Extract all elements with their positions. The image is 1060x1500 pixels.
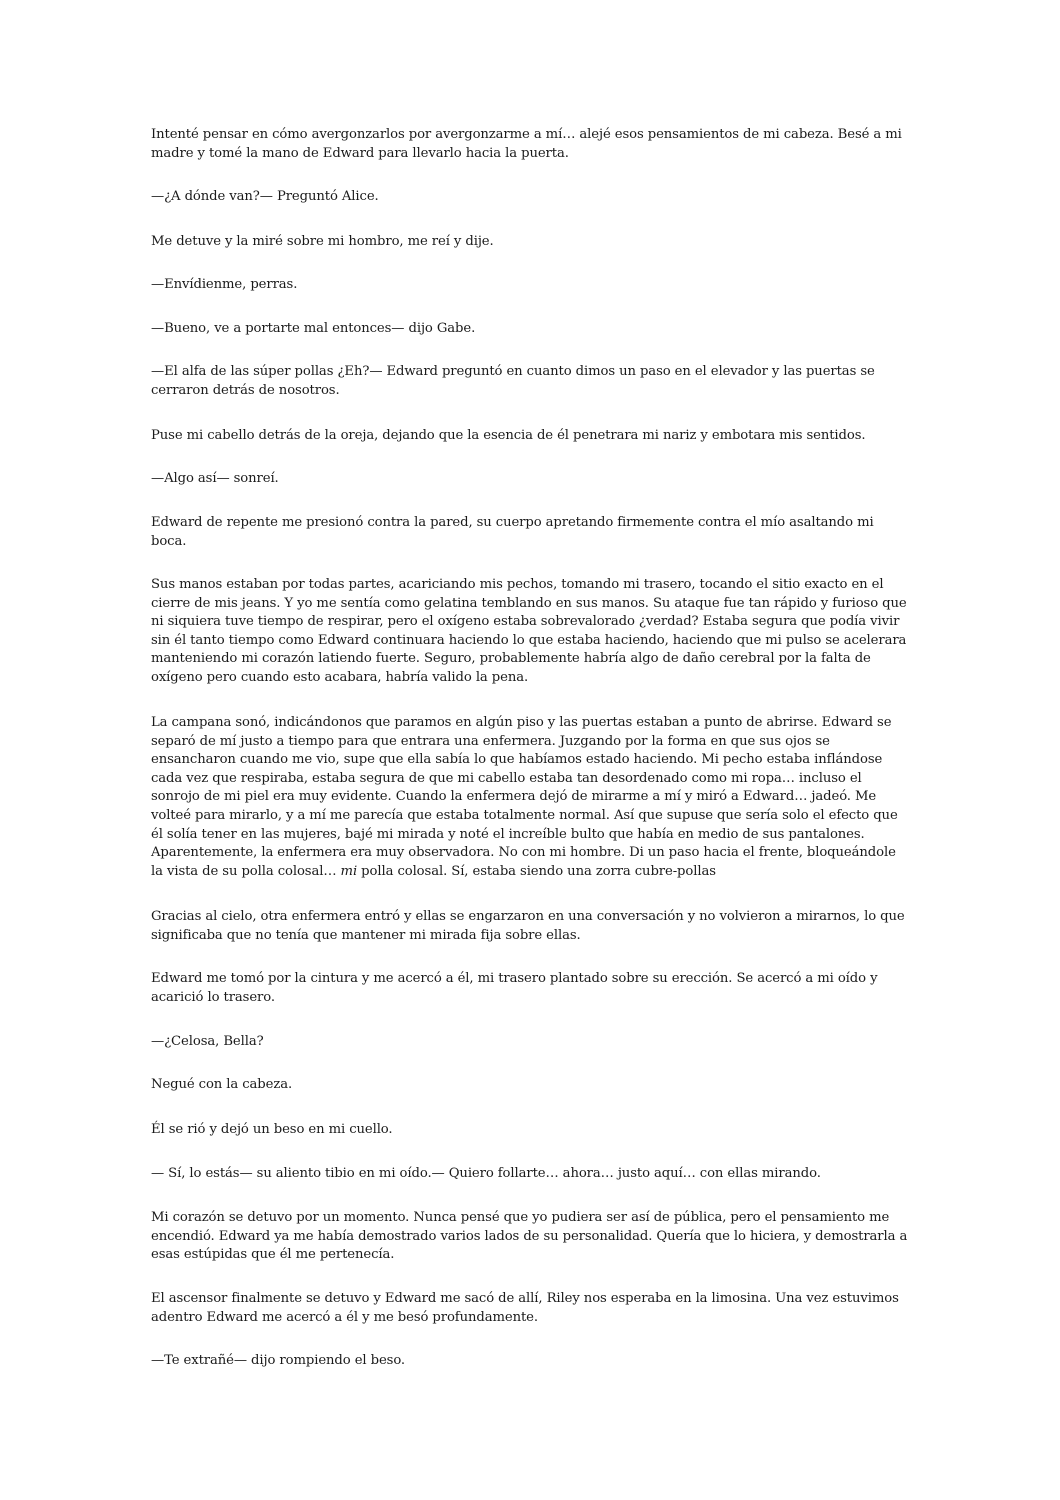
- paragraph: [151, 576, 911, 688]
- paragraph-text: Me detuve y la miré sobre mi hombro, me reí y dije.: [151, 234, 494, 249]
- paragraph-text: Sus manos estaban por todas partes, acariciando mis pechos, tomando mi trasero, tocando el sitio exacto en el cierre de mis jeans. Y yo me sentía como gelatina temblando en sus manos. Su ataque fue tan rápido y furioso que ni siquiera tuve tiempo de respirar, pero el oxígeno estaba sobrevalorado ¿verdad? Estaba segura que podía vivir sin él tanto tiempo como Edward continuara haciendo lo que estaba haciendo, haciendo que mi pulso se acelerara manteniendo mi corazón latiendo fuerte. Seguro, probablemente habría algo de daño cerebral por la falta de oxígeno pero cuando esto acabara, habría valido la pena.: [151, 577, 907, 685]
- paragraph-text: El ascensor finalmente se detuvo y Edward me sacó de allí, Riley nos esperaba en la limosina. Una vez estuvimos adentro Edward me acercó a él y me besó profundamente.: [151, 1291, 899, 1325]
- paragraph-text: — Sí, lo estás— su aliento tibio en mi oído.— Quiero follarte… ahora… justo aquí… con ellas mirando.: [151, 1166, 821, 1181]
- paragraph: [151, 427, 911, 446]
- dialogue-line: [151, 470, 911, 489]
- dialogue-line: [151, 276, 911, 295]
- paragraph-text: Negué con la cabeza.: [151, 1077, 293, 1092]
- paragraph-text: Edward de repente me presionó contra la pared, su cuerpo apretando firmemente contra el mío asaltando mi boca.: [151, 515, 874, 549]
- paragraph-text: Intenté pensar en cómo avergonzarlos por avergonzarme a mí… alejé esos pensamientos de mi cabeza. Besé a mi madre y tomé la mano de Edward para llevarlo hacia la puerta.: [151, 127, 902, 161]
- paragraph-text: —El alfa de las súper pollas ¿Eh?— Edward preguntó en cuanto dimos un paso en el elevador y las puertas se cerraron detrás de nosotros.: [151, 364, 875, 398]
- dialogue-line: [151, 188, 911, 207]
- paragraph-text: Él se rió y dejó un beso en mi cuello.: [151, 1122, 393, 1137]
- dialogue-line: [151, 363, 911, 400]
- paragraph: [151, 1121, 911, 1140]
- paragraph-text: —Te extrañé— dijo rompiendo el beso.: [151, 1353, 406, 1368]
- paragraph-text: —Envídienme, perras.: [151, 277, 298, 292]
- paragraph-text: —¿A dónde van?— Preguntó Alice.: [151, 189, 379, 204]
- paragraph: [151, 970, 911, 1007]
- paragraph-text: —Bueno, ve a portarte mal entonces— dijo Gabe.: [151, 321, 476, 336]
- paragraph: [151, 233, 911, 252]
- emphasis-text: mi: [340, 863, 358, 879]
- dialogue-line: [151, 1352, 911, 1371]
- paragraph-text: Edward me tomó por la cintura y me acercó a él, mi trasero plantado sobre su erección. Se acercó a mi oído y acarició lo trasero.: [151, 971, 878, 1005]
- paragraph: [151, 514, 911, 551]
- paragraph-text: Puse mi cabello detrás de la oreja, dejando que la esencia de él penetrara mi nariz y embotara mis sentidos.: [151, 428, 866, 443]
- dialogue-line: [151, 1165, 911, 1184]
- paragraph-text: —Algo así— sonreí.: [151, 471, 279, 486]
- paragraph-text: —¿Celosa, Bella?: [151, 1034, 264, 1049]
- paragraph-text: La campana sonó, indicándonos que paramos en algún piso y las puertas estaban a punto de abrirse. Edward se separó de mí justo a tiempo para que entrara una enfermera. Juzgando por la forma en que sus ojos se ensancharon cuando me vio, supe que ella sabía lo que habíamos estado haciendo. Mi pecho estaba inflándose cada vez que respiraba, estaba segura de que mi cabello estaba tan desordenado como mi ropa… incluso el sonrojo de mi piel era muy evidente. Cuando la enfermera dejó de mirarme a mí y miró a Edward… jadeó. Me volteé para mirarlo, y a mí me parecía que estaba totalmente normal. Así que supuse que sería solo el efecto que él solía tener en las mujeres, bajé mi mirada y noté el increíble bulto que había en medio de sus pantalones. Aparentemente, la enfermera era muy observadora. No con mi hombre. Di un paso hacia el frente, bloqueándole la vista de su polla colosal…: [151, 715, 898, 879]
- paragraph: [151, 908, 911, 945]
- paragraph: [151, 714, 911, 881]
- paragraph-text: Gracias al cielo, otra enfermera entró y ellas se engarzaron en una conversación y no volvieron a mirarnos, lo que significaba que no tenía que mantener mi mirada fija sobre ellas.: [151, 909, 905, 943]
- paragraph: [151, 1290, 911, 1327]
- dialogue-line: [151, 1033, 911, 1052]
- paragraph-text: Mi corazón se detuvo por un momento. Nunca pensé que yo pudiera ser así de pública, pero el pensamiento me encendió. Edward ya me había demostrado varios lados de su personalidad. Quería que lo hiciera, y demostrarla a esas estúpidas que él me pertenecía.: [151, 1210, 908, 1263]
- paragraph: [151, 1076, 911, 1095]
- paragraph: [151, 1209, 911, 1265]
- dialogue-line: [151, 320, 911, 339]
- paragraph-text: polla colosal. Sí, estaba siendo una zorra cubre-pollas: [357, 863, 716, 879]
- paragraph: [151, 126, 911, 163]
